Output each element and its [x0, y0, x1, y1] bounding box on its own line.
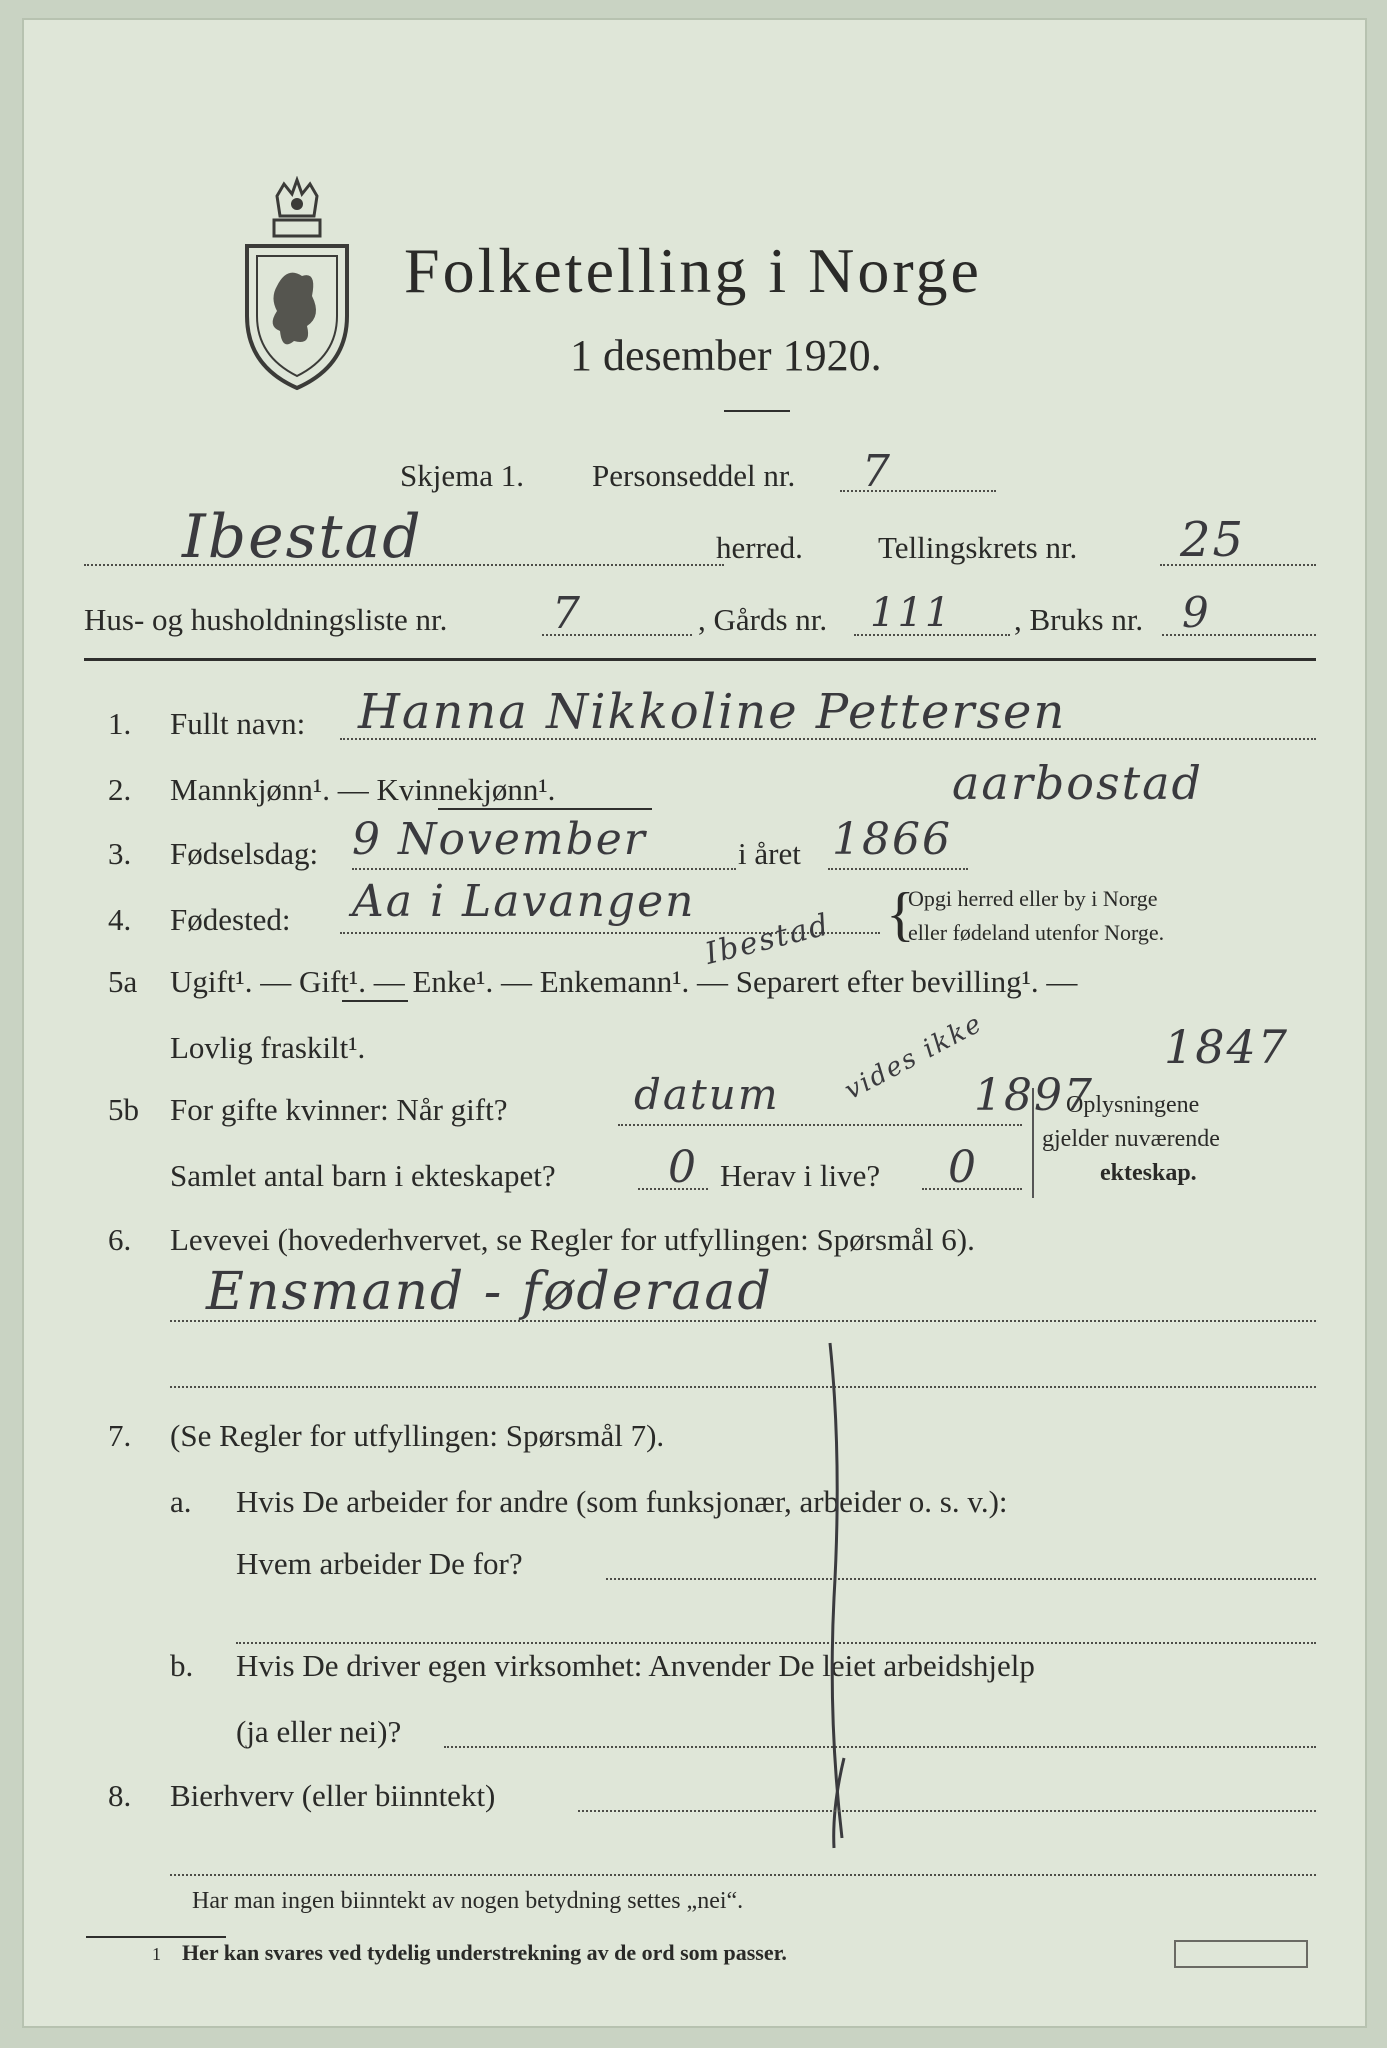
q5b-note-2: gjelder nuværende [1042, 1126, 1220, 1152]
q8-line-2 [170, 1874, 1316, 1876]
q7a-line-2: Hvem arbeider De for? [236, 1546, 523, 1581]
q2-underline-kvinnekjonn [438, 808, 652, 810]
q7-number: 7. [108, 1418, 132, 1453]
printer-stamp [1174, 1940, 1308, 1968]
q7b-number: b. [170, 1648, 194, 1683]
q7b-line-1: Hvis De driver egen virksomhet: Anvender De leiet arbeidshjelp [236, 1648, 1035, 1683]
q5b-gift-value: datum [634, 1070, 780, 1119]
personseddel-value: 7 [862, 446, 892, 497]
census-form-page [22, 18, 1367, 2028]
q5a-line-1: Ugift¹. — Gift¹. — Enke¹. — Enkemann¹. — Separert efter bevilling¹. — [170, 964, 1078, 999]
q7-label: (Se Regler for utfyllingen: Spørsmål 7). [170, 1418, 665, 1453]
skjema-label: Skjema 1. [400, 458, 524, 493]
q5a-year-annotation: 1847 [1164, 1020, 1290, 1074]
q2-label: Mannkjønn¹. — Kvinnekjønn¹. [170, 772, 556, 807]
q4-note-2: eller fødeland utenfor Norge. [908, 920, 1165, 945]
q8-label: Bierhverv (eller biinntekt) [170, 1778, 496, 1813]
q7a-line-1: Hvis De arbeider for andre (som funksjonær, arbeider o. s. v.): [236, 1484, 1008, 1519]
q3-label: Fødselsdag: [170, 836, 319, 871]
hus-value: 7 [552, 588, 582, 639]
herred-label: herred. [716, 530, 803, 565]
q4-label: Fødested: [170, 902, 291, 937]
personseddel-label: Personseddel nr. [592, 458, 796, 493]
q3-year-label: i året [738, 836, 801, 871]
herred-value: Ibestad [182, 502, 423, 572]
section-divider [84, 658, 1316, 661]
q5a-underline-gift [342, 1000, 408, 1002]
q5a-number: 5a [108, 964, 138, 999]
title-divider [724, 410, 790, 412]
footnote-number: 1 [152, 1944, 161, 1964]
q1-extra-value: aarbostad [952, 756, 1203, 810]
q5a-annotation-2: vides ikke [839, 1008, 989, 1106]
footer-note: Har man ingen biinntekt av nogen betydning settes „nei“. [192, 1888, 744, 1914]
footnote-text: Her kan svares ved tydelig understrekning av de ord som passer. [182, 1940, 787, 1965]
q4-brace: { [886, 881, 915, 947]
q5b-live-value: 0 [948, 1142, 978, 1193]
form-title: Folketelling i Norge [404, 235, 982, 306]
gards-value: 111 [870, 590, 953, 636]
q1-value: Hanna Nikkoline Pettersen [358, 684, 1067, 740]
q6-value: Ensmand - føderaad [206, 1262, 773, 1322]
q7a-line-answer-2 [236, 1642, 1316, 1644]
q4-number: 4. [108, 902, 132, 937]
footnote-divider [86, 1936, 226, 1938]
bruks-value: 9 [1182, 588, 1211, 637]
q3-day-line [352, 868, 736, 870]
q4-value: Aa i Lavangen [352, 876, 696, 927]
q6-line-2 [170, 1386, 1316, 1388]
hus-label: Hus- og husholdningsliste nr. [84, 602, 448, 637]
handwritten-stroke [792, 1338, 872, 1858]
q3-year-line [828, 868, 968, 870]
q7b-line-answer [444, 1746, 1316, 1748]
q7a-number: a. [170, 1484, 192, 1519]
q3-day-value: 9 November [352, 814, 647, 865]
q5b-barn-label: Samlet antal barn i ekteskapet? [170, 1158, 556, 1193]
coat-of-arms-icon [232, 176, 362, 396]
q5b-bracket [1032, 1088, 1034, 1198]
q5b-label: For gifte kvinner: Når gift? [170, 1092, 508, 1127]
q8-line [578, 1810, 1316, 1812]
q1-number: 1. [108, 706, 132, 741]
q8-number: 8. [108, 1778, 132, 1813]
q5b-gift-year: 1897 [974, 1070, 1094, 1121]
q6-number: 6. [108, 1222, 132, 1257]
q6-label: Levevei (hovederhvervet, se Regler for utfyllingen: Spørsmål 6). [170, 1222, 975, 1257]
gards-label: , Gårds nr. [698, 602, 828, 637]
q5a-line-2: Lovlig fraskilt¹. [170, 1030, 366, 1065]
q7b-line-2: (ja eller nei)? [236, 1714, 402, 1749]
q5a-annotation: Ibestad [701, 907, 834, 972]
q5b-number: 5b [108, 1092, 139, 1127]
q7a-line-answer [606, 1578, 1316, 1580]
q5b-gift-line [618, 1124, 1022, 1126]
form-date: 1 desember 1920. [570, 331, 882, 380]
tellingskrets-label: Tellingskrets nr. [878, 530, 1078, 565]
q3-number: 3. [108, 836, 132, 871]
q5b-note-1: Oplysningene [1066, 1092, 1200, 1118]
q1-label: Fullt navn: [170, 706, 306, 741]
q5b-note-3: ekteskap. [1100, 1160, 1197, 1186]
q3-year-value: 1866 [832, 814, 952, 865]
q5b-live-label: Herav i live? [720, 1158, 881, 1193]
q5b-barn-value: 0 [668, 1142, 698, 1193]
q4-note-1: Opgi herred eller by i Norge [908, 886, 1158, 911]
bruks-label: , Bruks nr. [1014, 602, 1144, 637]
q2-number: 2. [108, 772, 132, 807]
tellingskrets-value: 25 [1180, 512, 1246, 568]
